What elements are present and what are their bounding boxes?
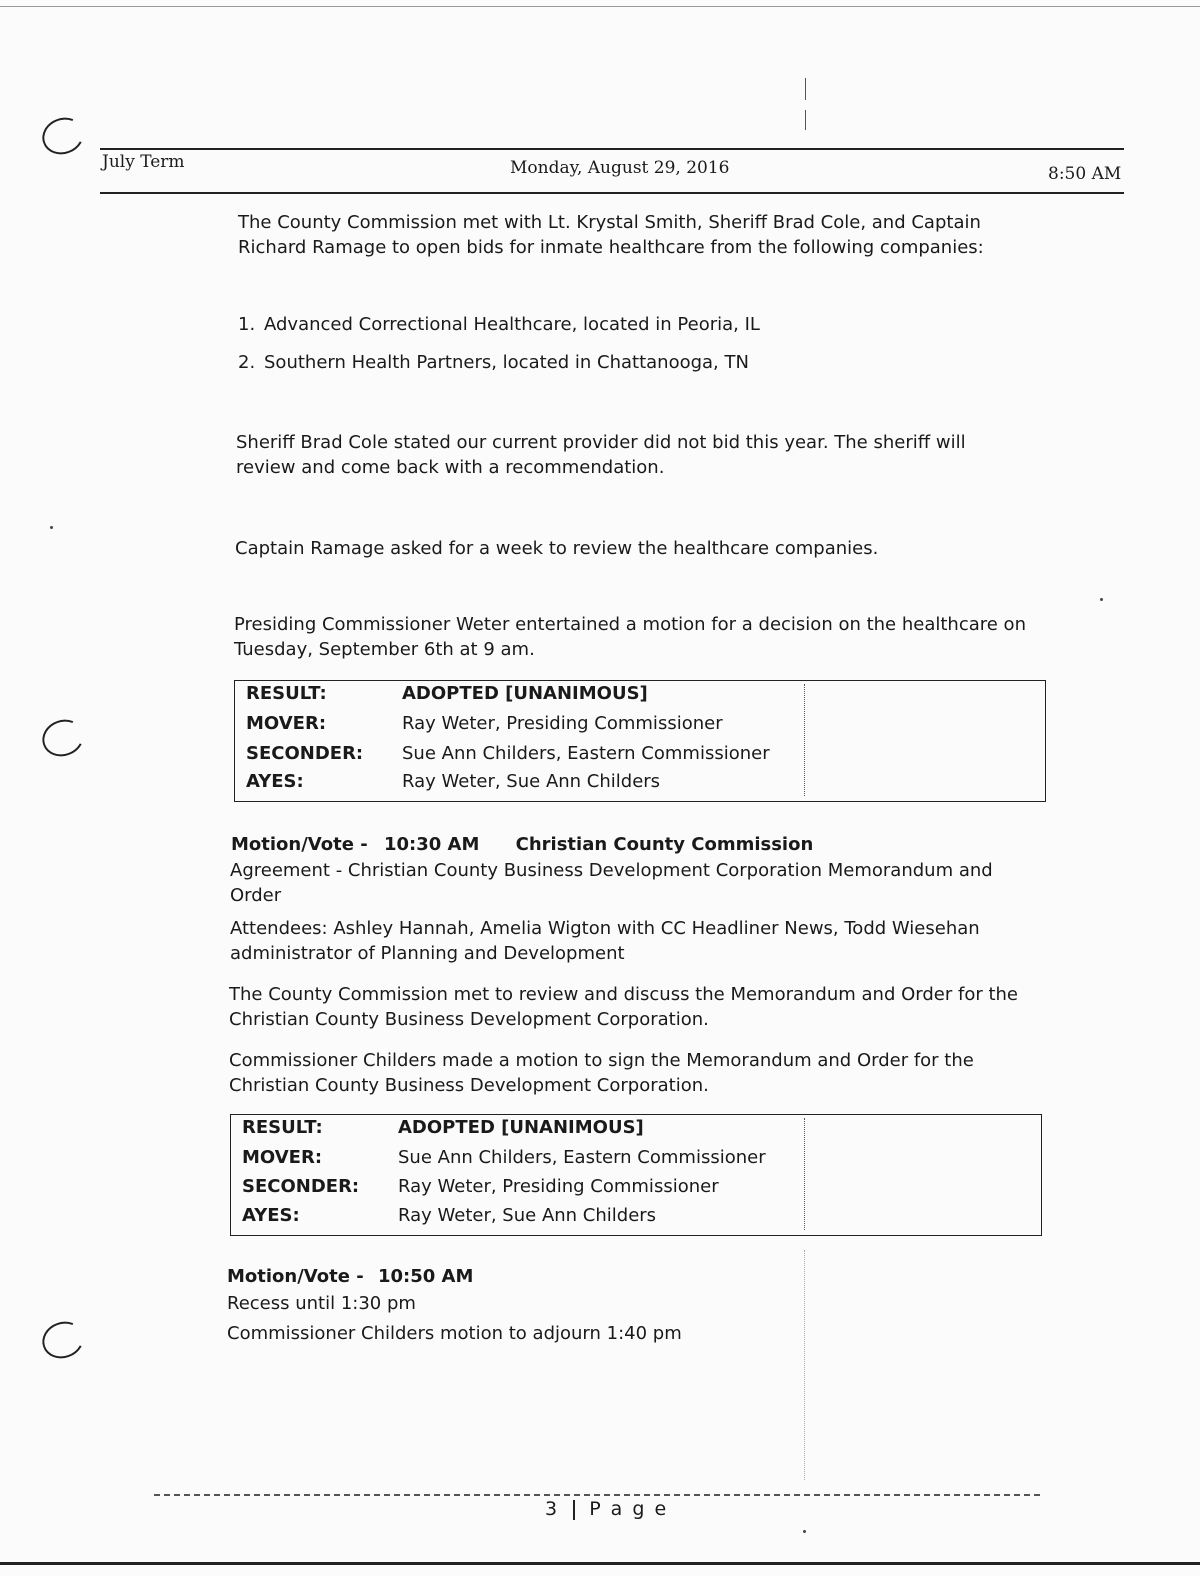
list-item-number: 2. bbox=[238, 352, 256, 373]
scan-mark-top bbox=[805, 78, 806, 100]
motion-1-line-1: Presiding Commissioner Weter entertained a motion for a decision on the healthcare on bbox=[234, 614, 1026, 635]
list-item-number: 1. bbox=[238, 314, 256, 335]
section-2-attendees bbox=[230, 916, 980, 966]
vote-2-result-label: RESULT: bbox=[242, 1117, 323, 1138]
section-2-agreement bbox=[230, 858, 993, 908]
page-number: 3 bbox=[545, 1498, 560, 1520]
agreement-line-2: Order bbox=[230, 885, 282, 906]
motion-1-line-2: Tuesday, September 6th at 9 am. bbox=[234, 639, 535, 660]
section-2-time: 10:30 AM bbox=[383, 834, 480, 855]
header-date: Monday, August 29, 2016 bbox=[510, 158, 730, 178]
binder-hole-bottom bbox=[37, 1316, 89, 1364]
attendees-line-2: administrator of Planning and Development bbox=[230, 943, 625, 964]
scan-mark-top-2 bbox=[805, 110, 806, 130]
binder-hole-middle bbox=[37, 714, 89, 762]
motion-2-line-2: Christian County Business Development Corporation. bbox=[229, 1075, 709, 1096]
vote-1-seconder-value: Sue Ann Childers, Eastern Commissioner bbox=[402, 743, 770, 764]
agreement-line-1: Agreement - Christian County Business Development Corporation Memorandum and bbox=[230, 860, 993, 881]
vote-1-mover-label: MOVER: bbox=[246, 713, 327, 734]
vote-2-seconder-value: Ray Weter, Presiding Commissioner bbox=[398, 1176, 719, 1197]
scan-speck bbox=[1100, 598, 1103, 601]
attendees-line-1: Attendees: Ashley Hannah, Amelia Wigton with CC Headliner News, Todd Wiesehan bbox=[230, 918, 980, 939]
sheriff-line-2: review and come back with a recommendation. bbox=[236, 457, 665, 478]
section-2-review bbox=[229, 982, 1018, 1032]
section-3-recess: Recess until 1:30 pm bbox=[227, 1293, 416, 1314]
page-footer bbox=[545, 1498, 668, 1520]
scan-top-edge bbox=[0, 6, 1200, 7]
vote-2-result-value: ADOPTED [UNANIMOUS] bbox=[398, 1117, 644, 1138]
vote-1-ayes-label: AYES: bbox=[246, 771, 304, 792]
scan-bottom-edge bbox=[0, 1562, 1200, 1565]
section-2-motion bbox=[229, 1048, 974, 1098]
section-3-adjourn: Commissioner Childers motion to adjourn 1:40 pm bbox=[227, 1323, 682, 1344]
list-item bbox=[238, 350, 760, 375]
sheriff-statement bbox=[236, 430, 966, 480]
scan-mark-middle bbox=[804, 1250, 805, 1480]
vote-2-mover-label: MOVER: bbox=[242, 1147, 323, 1168]
vote-1-seconder-label: SECONDER: bbox=[246, 743, 364, 764]
vote-2-ayes-label: AYES: bbox=[242, 1205, 300, 1226]
section-3-heading bbox=[227, 1264, 473, 1289]
list-item-text: Southern Health Partners, located in Chattanooga, TN bbox=[264, 352, 749, 373]
vote-2-seconder-label: SECONDER: bbox=[242, 1176, 360, 1197]
page-word: P a g e bbox=[589, 1498, 669, 1520]
motion-2-line-1: Commissioner Childers made a motion to sign the Memorandum and Order for the bbox=[229, 1050, 974, 1071]
vote-table-2-divider bbox=[804, 1118, 805, 1230]
sheriff-line-1: Sheriff Brad Cole stated our current provider did not bid this year. The sheriff will bbox=[236, 432, 966, 453]
vote-2-ayes-value: Ray Weter, Sue Ann Childers bbox=[398, 1205, 657, 1226]
intro-line-2: Richard Ramage to open bids for inmate healthcare from the following companies: bbox=[238, 237, 984, 258]
header-rule-top bbox=[100, 148, 1124, 150]
review-line-1: The County Commission met to review and discuss the Memorandum and Order for the bbox=[229, 984, 1018, 1005]
motion-1-paragraph bbox=[234, 612, 1026, 662]
scan-speck bbox=[803, 1530, 806, 1533]
header-time: 8:50 AM bbox=[1048, 164, 1122, 184]
intro-paragraph bbox=[238, 210, 984, 260]
section-2-body: Christian County Commission bbox=[515, 834, 814, 855]
captain-statement: Captain Ramage asked for a week to review the healthcare companies. bbox=[235, 538, 879, 559]
vote-1-result-value: ADOPTED [UNANIMOUS] bbox=[402, 683, 648, 704]
section-2-motion-label: Motion/Vote - bbox=[231, 834, 368, 855]
vote-2-mover-value: Sue Ann Childers, Eastern Commissioner bbox=[398, 1147, 766, 1168]
vote-1-mover-value: Ray Weter, Presiding Commissioner bbox=[402, 713, 723, 734]
list-item bbox=[238, 312, 760, 337]
list-item-text: Advanced Correctional Healthcare, located in Peoria, IL bbox=[264, 314, 760, 335]
intro-line-1: The County Commission met with Lt. Krystal Smith, Sheriff Brad Cole, and Captain bbox=[238, 212, 981, 233]
scan-speck bbox=[50, 526, 53, 529]
section-3-motion-label: Motion/Vote - bbox=[227, 1266, 364, 1287]
vote-1-result-label: RESULT: bbox=[246, 683, 327, 704]
binder-hole-top bbox=[37, 112, 89, 160]
page-separator-icon bbox=[573, 1500, 575, 1520]
footer-rule bbox=[154, 1494, 1040, 1496]
review-line-2: Christian County Business Development Corporation. bbox=[229, 1009, 709, 1030]
company-list bbox=[238, 312, 760, 375]
header-rule-bottom bbox=[100, 192, 1124, 194]
vote-1-ayes-value: Ray Weter, Sue Ann Childers bbox=[402, 771, 661, 792]
header-term: July Term bbox=[102, 152, 185, 172]
vote-table-1-divider bbox=[804, 684, 805, 796]
section-3-time: 10:50 AM bbox=[377, 1266, 474, 1287]
section-2-heading bbox=[231, 832, 813, 857]
